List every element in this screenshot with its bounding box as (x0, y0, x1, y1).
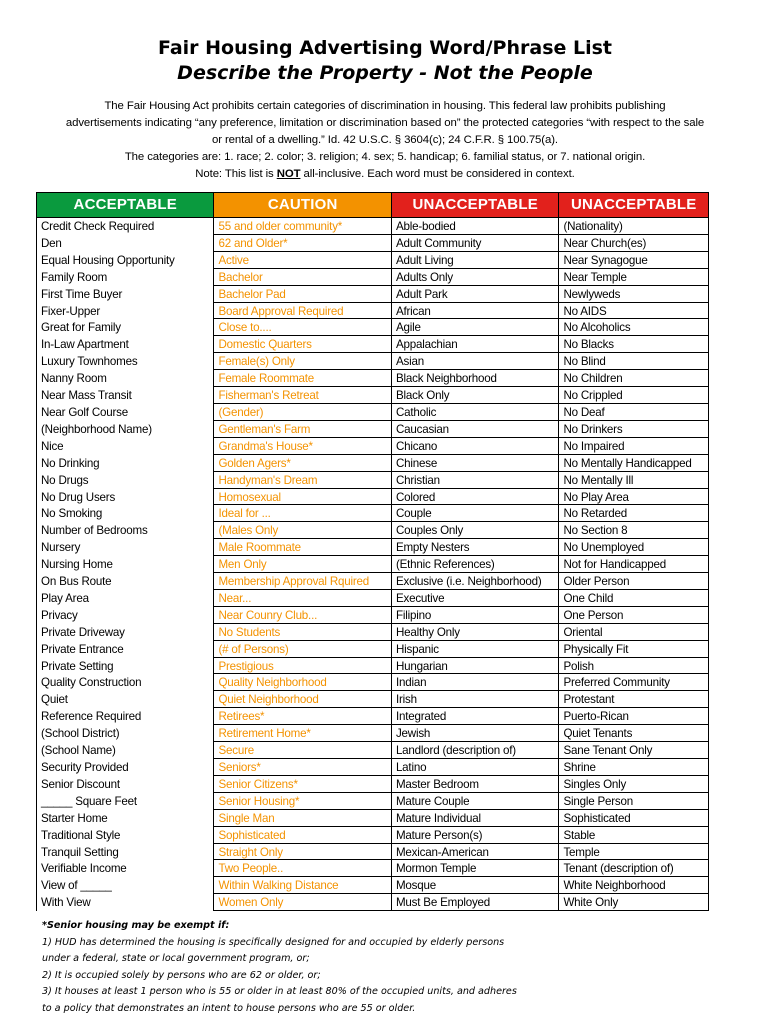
table-cell: Healthy Only (392, 624, 559, 641)
table-cell: No Crippled (559, 387, 708, 404)
table-cell: Prestigious (214, 658, 390, 675)
table-cell: Retirement Home* (214, 725, 390, 742)
table-cell: Senior Discount (41, 777, 120, 791)
table-cell: Mature Couple (392, 793, 559, 810)
table-cell: No Students (214, 624, 390, 641)
table-cell: 55 and older community* (214, 218, 390, 235)
footnote-line: 3) It houses at least 1 person who is 55 or older in at least 80% of the occupied units, and adheres (42, 986, 517, 998)
table-cell: (School Name) (41, 744, 116, 758)
table-cell: Colored (392, 489, 559, 506)
acceptable-header: ACCEPTABLE (37, 193, 213, 218)
table-cell: Empty Nesters (392, 539, 559, 556)
table-cell: Couple (392, 505, 559, 522)
table-cell: On Bus Route (41, 575, 112, 589)
table-cell: Number of Bedrooms (41, 524, 148, 538)
intro-line: or rental of a dwelling.” Id. 42 U.S.C. § 3604(c); 24 C.F.R. § 100.75(a). (212, 134, 558, 146)
table-cell: Reference Required (41, 710, 142, 724)
table-cell: Quiet Tenants (559, 725, 708, 742)
table-cell: Black Neighborhood (392, 370, 559, 387)
footnote-line: to a policy that demonstrates an intent to house persons who are 55 or older. (42, 1002, 416, 1014)
table-cell: Adult Living (392, 252, 559, 269)
unacceptable-header-2: UNACCEPTABLE (559, 193, 708, 218)
table-cell: Near Temple (559, 269, 708, 286)
table-cell: Starter Home (41, 811, 108, 825)
table-cell: (Males Only (214, 522, 390, 539)
table-cell: No Retarded (559, 505, 708, 522)
table-cell: Retirees* (214, 708, 390, 725)
table-cell: Ideal for ... (214, 505, 390, 522)
table-cell: Gentleman's Farm (214, 421, 390, 438)
footnote-line: 1) HUD has determined the housing is specifically designed for and occupied by elderly persons (42, 936, 505, 948)
table-cell: (Gender) (214, 404, 390, 421)
table-cell: Family Room (41, 270, 108, 284)
table-cell: Near Synagogue (559, 252, 708, 269)
table-cell: No Drugs (41, 473, 89, 487)
note-not-emphasis: NOT (276, 168, 301, 180)
table-cell: Traditional Style (41, 828, 121, 842)
table-cell: No Impaired (559, 438, 708, 455)
table-cell: Able-bodied (392, 218, 559, 235)
table-cell: Appalachian (392, 336, 559, 353)
table-cell: No Deaf (559, 404, 708, 421)
table-cell: No Children (559, 370, 708, 387)
table-cell: Stable (559, 827, 708, 844)
table-cell: Private Entrance (41, 642, 124, 656)
table-cell: First Time Buyer (41, 287, 123, 301)
table-cell: Puerto-Rican (559, 708, 708, 725)
table-cell: Caucasian (392, 421, 559, 438)
table-cell: Near Counry Club... (214, 607, 390, 624)
table-cell: Bachelor Pad (214, 286, 390, 303)
table-cell: Quiet (41, 693, 68, 707)
table-cell: Quality Construction (41, 676, 142, 690)
table-cell: Domestic Quarters (214, 336, 390, 353)
intro-line: advertisements indicating “any preference, limitation or discrimination based on” the protected categories “with respect to the sale (65, 117, 705, 129)
footnote-title: *Senior housing may be exempt if: (42, 920, 230, 931)
table-cell: Active (214, 252, 390, 269)
table-cell: Near... (214, 590, 390, 607)
table-cell: Mormon Temple (392, 860, 559, 877)
table-cell: Fisherman's Retreat (214, 387, 390, 404)
table-cell: (Nationality) (559, 218, 708, 235)
table-cell: With View (41, 896, 91, 910)
table-cell: Secure (214, 742, 390, 759)
table-cell: Asian (392, 353, 559, 370)
intro-text (36, 98, 734, 183)
table-cell: Chinese (392, 455, 559, 472)
table-cell: Not for Handicapped (559, 556, 708, 573)
table-cell: Men Only (214, 556, 390, 573)
table-cell: Preferred Community (559, 674, 708, 691)
table-cell: Near Mass Transit (41, 389, 132, 403)
table-cell: Irish (392, 691, 559, 708)
table-cell: Sophisticated (559, 810, 708, 827)
table-cell: Golden Agers* (214, 455, 390, 472)
table-cell: Chicano (392, 438, 559, 455)
table-cell: Senior Citizens* (214, 776, 390, 793)
table-cell: Play Area (41, 591, 89, 605)
table-cell: Couples Only (392, 522, 559, 539)
table-cell: Agile (392, 319, 559, 336)
note-prefix: Note: This list is (195, 168, 277, 180)
table-cell: (Ethnic References) (392, 556, 559, 573)
unacceptable-column-1 (391, 193, 559, 911)
table-cell: No Section 8 (559, 522, 708, 539)
table-cell: Tenant (description of) (559, 860, 708, 877)
table-cell: Near Church(es) (559, 235, 708, 252)
table-cell: Nursery (41, 541, 81, 555)
table-cell: Adult Park (392, 286, 559, 303)
table-cell: Grandma's House* (214, 438, 390, 455)
table-cell: Master Bedroom (392, 776, 559, 793)
table-cell: Sophisticated (214, 827, 390, 844)
table-cell: Tranquil Setting (41, 845, 119, 859)
table-cell: Jewish (392, 725, 559, 742)
table-cell: Polish (559, 658, 708, 675)
table-cell: No Mentally Ill (559, 472, 708, 489)
table-cell: Within Walking Distance (214, 877, 390, 894)
table-cell: Straight Only (214, 844, 390, 861)
table-cell: Christian (392, 472, 559, 489)
note-suffix: all-inclusive. Each word must be considered in context. (300, 168, 575, 180)
table-cell: Homosexual (214, 489, 390, 506)
table-cell: Nice (41, 439, 64, 453)
table-cell: No Drinking (41, 456, 100, 470)
table-cell: White Only (559, 894, 708, 911)
table-cell: Oriental (559, 624, 708, 641)
table-cell: Single Man (214, 810, 390, 827)
senior-housing-footnotes (42, 918, 742, 1018)
table-cell: Mature Individual (392, 810, 559, 827)
table-cell: White Neighborhood (559, 877, 708, 894)
table-cell: Close to.... (214, 319, 390, 336)
footnote-line: 2) It is occupied solely by persons who are 62 or older, or; (42, 969, 321, 981)
table-cell: Mature Person(s) (392, 827, 559, 844)
intro-line: The categories are: 1. race; 2. color; 3. religion; 4. sex; 5. handicap; 6. familial status, or 7. national origin. (124, 151, 646, 163)
table-cell: 62 and Older* (214, 235, 390, 252)
table-cell: Newlyweds (559, 286, 708, 303)
table-cell: Den (41, 236, 62, 250)
table-cell: Quality Neighborhood (214, 674, 390, 691)
table-cell: Verifiable Income (41, 862, 127, 876)
table-cell: Private Setting (41, 659, 114, 673)
table-cell: Senior Housing* (214, 793, 390, 810)
table-cell: No Unemployed (559, 539, 708, 556)
table-cell: Integrated (392, 708, 559, 725)
table-cell: No Mentally Handicapped (559, 455, 708, 472)
table-cell: Women Only (214, 894, 390, 911)
table-cell: Black Only (392, 387, 559, 404)
table-cell: Board Approval Required (214, 303, 390, 320)
table-cell: Nanny Room (41, 372, 107, 386)
table-cell: Male Roommate (214, 539, 390, 556)
table-cell: Membership Approval Rquired (214, 573, 390, 590)
table-cell: Must Be Employed (392, 894, 559, 911)
table-cell: Private Driveway (41, 625, 125, 639)
intro-note (36, 166, 734, 183)
table-cell: Quiet Neighborhood (214, 691, 390, 708)
table-cell: One Child (559, 590, 708, 607)
table-cell: In-Law Apartment (41, 338, 129, 352)
table-cell: No Smoking (41, 507, 103, 521)
table-cell: Older Person (559, 573, 708, 590)
table-cell: No Drinkers (559, 421, 708, 438)
intro-line: The Fair Housing Act prohibits certain categories of discrimination in housing. This federal law prohibits publishing (104, 100, 666, 112)
unacceptable-header-1: UNACCEPTABLE (392, 193, 559, 218)
table-cell: One Person (559, 607, 708, 624)
table-cell: Indian (392, 674, 559, 691)
table-cell: _____ Square Feet (41, 794, 137, 808)
table-cell: Fixer-Upper (41, 304, 101, 318)
table-cell: No Drug Users (41, 490, 116, 504)
table-cell: Exclusive (i.e. Neighborhood) (392, 573, 559, 590)
table-cell: Hispanic (392, 641, 559, 658)
table-cell: Latino (392, 759, 559, 776)
table-cell: Temple (559, 844, 708, 861)
caution-column (213, 193, 390, 911)
table-cell: (# of Persons) (214, 641, 390, 658)
table-cell: (Neighborhood Name) (41, 422, 152, 436)
table-cell: Seniors* (214, 759, 390, 776)
table-cell: Executive (392, 590, 559, 607)
table-cell: Equal Housing Opportunity (41, 253, 175, 267)
table-cell: (School District) (41, 727, 120, 741)
table-cell: Female(s) Only (214, 353, 390, 370)
unacceptable-column-2 (558, 193, 709, 911)
table-cell: Near Golf Course (41, 405, 129, 419)
table-cell: Physically Fit (559, 641, 708, 658)
table-cell: Luxury Townhomes (41, 355, 138, 369)
footnote-line: under a federal, state or local government program, or; (42, 953, 310, 965)
table-cell: Security Provided (41, 761, 129, 774)
table-cell: No Alcoholics (559, 319, 708, 336)
caution-header: CAUTION (214, 193, 390, 218)
page-title: Fair Housing Advertising Word/Phrase List (157, 37, 613, 59)
table-cell: No AIDS (559, 303, 708, 320)
table-cell: Mexican-American (392, 844, 559, 861)
table-cell: Single Person (559, 793, 708, 810)
table-cell: Privacy (41, 608, 78, 622)
table-cell: No Blind (559, 353, 708, 370)
table-cell: Catholic (392, 404, 559, 421)
table-cell: Female Roommate (214, 370, 390, 387)
table-cell: Great for Family (41, 321, 121, 335)
table-cell: Handyman's Dream (214, 472, 390, 489)
table-cell: Singles Only (559, 776, 708, 793)
table-cell: Mosque (392, 877, 559, 894)
table-cell: Protestant (559, 691, 708, 708)
table-cell: View of _____ (41, 879, 112, 893)
table-cell: Credit Check Required (41, 220, 155, 233)
table-cell: Hungarian (392, 658, 559, 675)
table-cell: Sane Tenant Only (559, 742, 708, 759)
table-cell: No Play Area (559, 489, 708, 506)
page-subtitle: Describe the Property - Not the People (177, 62, 593, 84)
table-cell: Nursing Home (41, 558, 113, 572)
word-list-table (36, 192, 709, 911)
table-cell: Adults Only (392, 269, 559, 286)
table-cell: Landlord (description of) (392, 742, 559, 759)
table-cell: Filipino (392, 607, 559, 624)
table-cell: Shrine (559, 759, 708, 776)
table-cell: Two People.. (214, 860, 390, 877)
acceptable-column (36, 193, 213, 911)
table-cell: Adult Community (392, 235, 559, 252)
table-cell: African (392, 303, 559, 320)
table-cell: No Blacks (559, 336, 708, 353)
table-cell: Bachelor (214, 269, 390, 286)
